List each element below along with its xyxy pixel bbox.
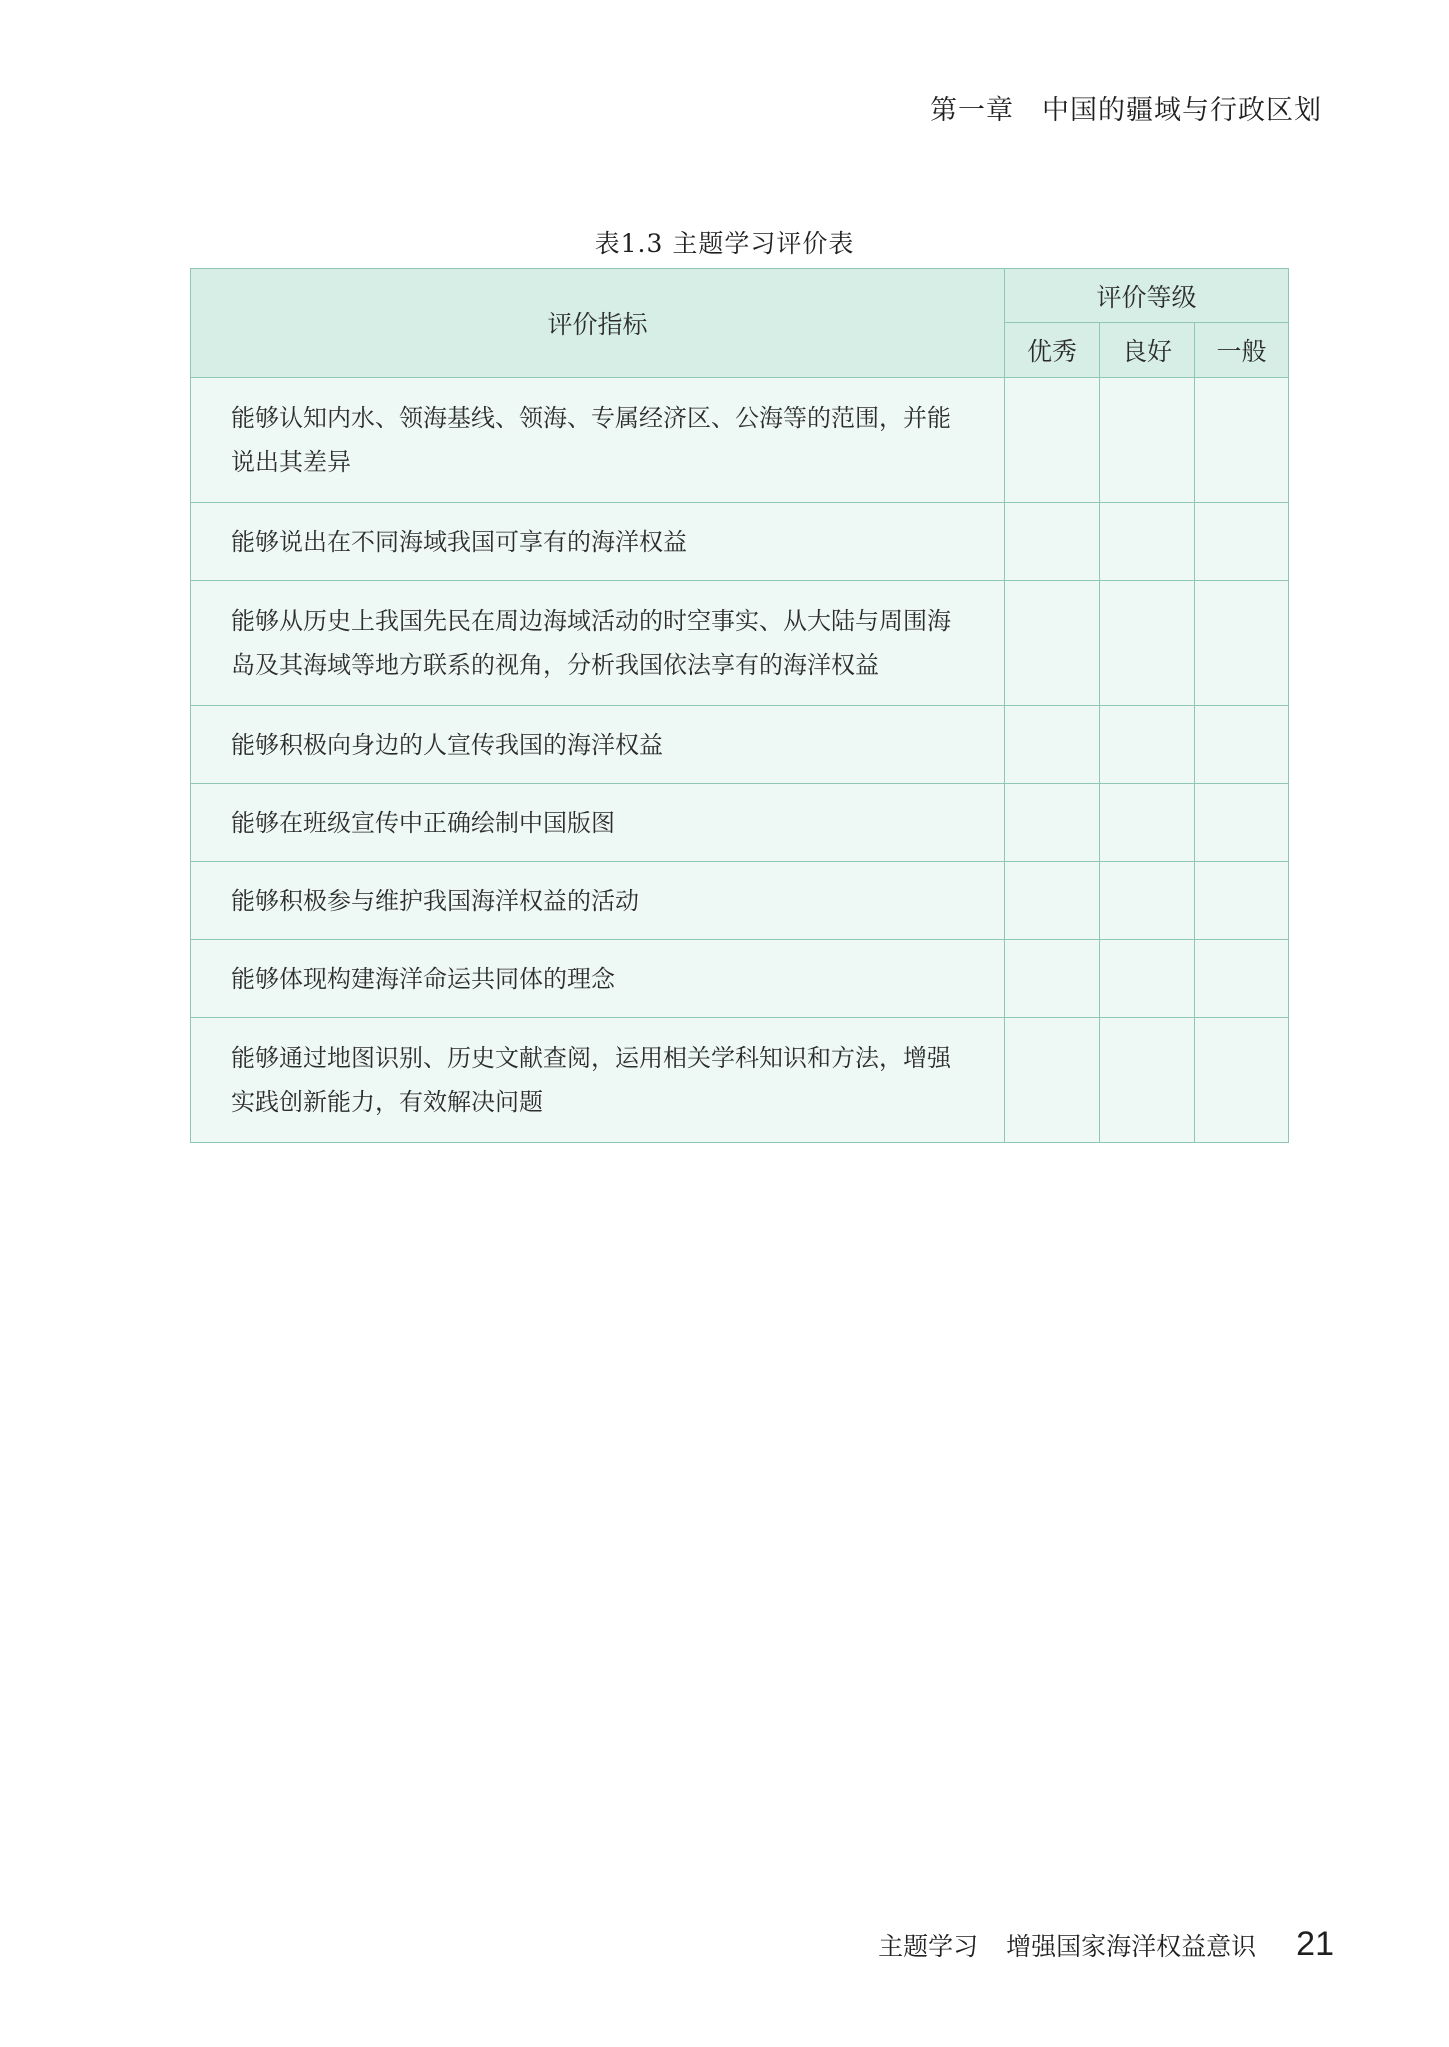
table-row — [191, 581, 1289, 706]
table-row — [191, 862, 1289, 940]
grade-good-cell[interactable] — [1100, 581, 1195, 706]
chapter-label: 第一章 — [930, 95, 1014, 126]
page-footer — [878, 1925, 1334, 1964]
chapter-header — [930, 88, 1322, 127]
indicator-cell: 能够通过地图识别、历史文献查阅，运用相关学科知识和方法，增强实践创新能力，有效解决问题 — [191, 1018, 1005, 1143]
indicator-cell: 能够从历史上我国先民在周边海域活动的时空事实、从大陆与周围海岛及其海域等地方联系的视角，分析我国依法享有的海洋权益 — [191, 581, 1005, 706]
table-row — [191, 503, 1289, 581]
indicator-cell: 能够积极参与维护我国海洋权益的活动 — [191, 862, 1005, 940]
grade-excellent-cell[interactable] — [1005, 784, 1100, 862]
table-row — [191, 940, 1289, 1018]
grade-excellent-cell[interactable] — [1005, 581, 1100, 706]
grade-excellent-cell[interactable] — [1005, 706, 1100, 784]
grade-excellent-cell[interactable] — [1005, 378, 1100, 503]
table-caption: 表1.3 主题学习评价表 — [594, 229, 855, 258]
table-row — [191, 378, 1289, 503]
grade-good-cell[interactable] — [1100, 378, 1195, 503]
grade-excellent-cell[interactable] — [1005, 940, 1100, 1018]
grade-good-cell[interactable] — [1100, 1018, 1195, 1143]
grade-excellent-cell[interactable] — [1005, 503, 1100, 581]
grade-excellent-cell[interactable] — [1005, 862, 1100, 940]
grade-average-cell[interactable] — [1195, 784, 1289, 862]
evaluation-table — [190, 268, 1289, 1143]
grade-average-cell[interactable] — [1195, 581, 1289, 706]
page-number: 21 — [1296, 1925, 1334, 1963]
grade-average-cell[interactable] — [1195, 503, 1289, 581]
grade-average-cell[interactable] — [1195, 940, 1289, 1018]
indicator-cell: 能够认知内水、领海基线、领海、专属经济区、公海等的范围，并能说出其差异 — [191, 378, 1005, 503]
grade-excellent-cell[interactable] — [1005, 1018, 1100, 1143]
indicator-cell: 能够在班级宣传中正确绘制中国版图 — [191, 784, 1005, 862]
grade-good-cell[interactable] — [1100, 706, 1195, 784]
grade-good-header: 良好 — [1100, 323, 1195, 378]
table-row — [191, 784, 1289, 862]
grade-good-cell[interactable] — [1100, 784, 1195, 862]
grade-average-cell[interactable] — [1195, 862, 1289, 940]
grade-average-cell[interactable] — [1195, 1018, 1289, 1143]
grade-header: 评价等级 — [1005, 269, 1289, 323]
footer-section-title: 增强国家海洋权益意识 — [1006, 1932, 1257, 1961]
grade-good-cell[interactable] — [1100, 862, 1195, 940]
chapter-title: 中国的疆域与行政区划 — [1042, 95, 1322, 126]
grade-good-cell[interactable] — [1100, 503, 1195, 581]
indicator-header: 评价指标 — [191, 269, 1005, 378]
indicator-cell: 能够体现构建海洋命运共同体的理念 — [191, 940, 1005, 1018]
grade-average-cell[interactable] — [1195, 378, 1289, 503]
table-row — [191, 706, 1289, 784]
footer-section: 主题学习 — [878, 1932, 979, 1961]
table-row — [191, 1018, 1289, 1143]
grade-good-cell[interactable] — [1100, 940, 1195, 1018]
grade-average-header: 一般 — [1195, 323, 1289, 378]
grade-average-cell[interactable] — [1195, 706, 1289, 784]
grade-excellent-header: 优秀 — [1005, 323, 1100, 378]
indicator-cell: 能够积极向身边的人宣传我国的海洋权益 — [191, 706, 1005, 784]
indicator-cell: 能够说出在不同海域我国可享有的海洋权益 — [191, 503, 1005, 581]
